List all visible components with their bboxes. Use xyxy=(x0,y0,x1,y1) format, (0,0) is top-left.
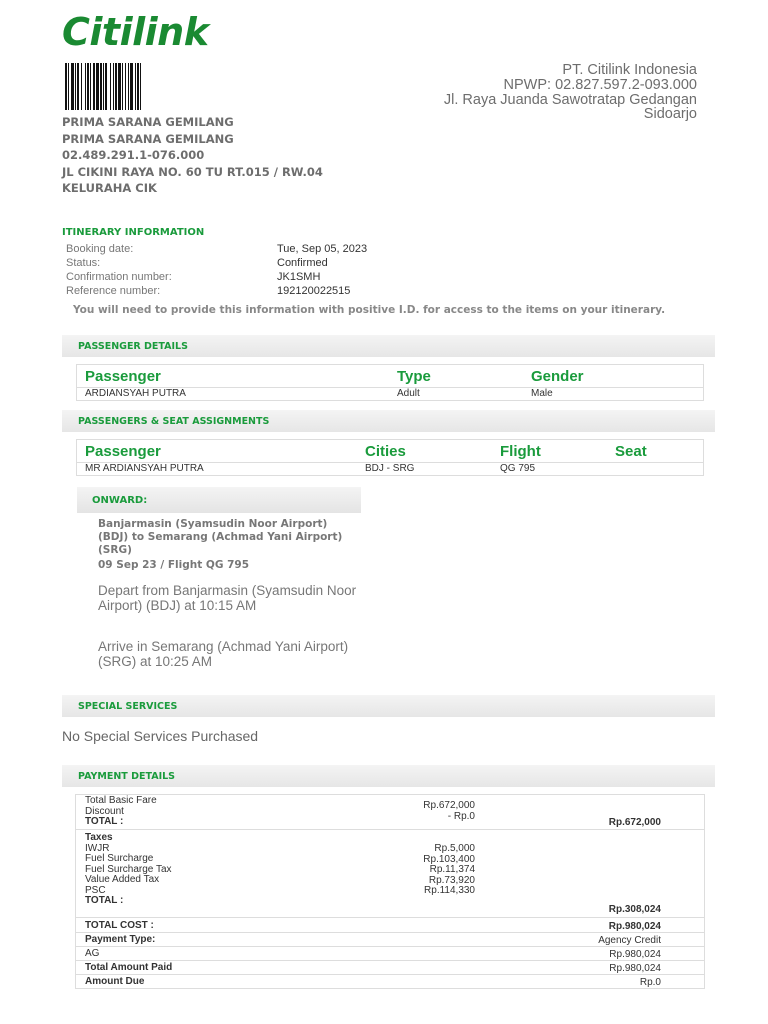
barcode xyxy=(65,63,175,110)
column-header-type: Type xyxy=(397,368,431,385)
amount-due-value: Rp.0 xyxy=(639,977,661,988)
seat-assignments-table xyxy=(76,439,704,476)
column-header-passenger: Passenger xyxy=(85,368,161,385)
status-value: Confirmed xyxy=(277,257,328,269)
fare-total-label: TOTAL : xyxy=(85,816,124,827)
fuel-surcharge-tax-amount: Rp.11,374 xyxy=(429,864,475,875)
passenger-details-header xyxy=(62,335,715,357)
onward-header xyxy=(77,487,361,513)
confirmation-number-label: Confirmation number: xyxy=(66,271,172,283)
iwjr-label: IWJR xyxy=(85,842,110,854)
buyer-district: KELURAHA CIK xyxy=(62,181,157,196)
seat-flight: QG 795 xyxy=(500,463,536,474)
fuel-surcharge-amount: Rp.103,400 xyxy=(423,853,475,865)
total-paid-label: Total Amount Paid xyxy=(85,962,173,973)
column-header-flight: Flight xyxy=(500,443,541,460)
taxes-label: Taxes xyxy=(85,832,113,843)
column-header-passenger: Passenger xyxy=(85,443,161,460)
vendor-address xyxy=(444,63,697,122)
payment-table xyxy=(75,794,705,989)
payment-type-value: Agency Credit xyxy=(598,935,661,946)
tax-total-amount: Rp.308,024 xyxy=(608,904,661,915)
discount-amount: - Rp.0 xyxy=(447,810,475,822)
special-services-header xyxy=(62,695,715,717)
amount-due-label: Amount Due xyxy=(85,976,145,987)
total-paid-amount: Rp.980,024 xyxy=(609,963,661,974)
tax-labels xyxy=(85,833,172,907)
reference-number-value: 192120022515 xyxy=(277,285,351,297)
tax-total-label: TOTAL : xyxy=(85,895,124,906)
buyer-name-2: PRIMA SARANA GEMILANG xyxy=(62,131,234,146)
table-row xyxy=(77,388,703,400)
total-cost-label: TOTAL COST : xyxy=(85,920,154,931)
passenger-name: ARDIANSYAH PUTRA xyxy=(85,388,186,399)
passenger-gender: Male xyxy=(531,388,553,399)
booking-date-value: Tue, Sep 05, 2023 xyxy=(277,243,368,255)
vat-label: Value Added Tax xyxy=(85,874,160,885)
column-header-seat: Seat xyxy=(615,443,647,460)
citilink-logo: Citilink xyxy=(62,10,209,54)
barcode-bar xyxy=(141,63,143,110)
status-label: Status: xyxy=(66,257,101,269)
fuel-surcharge-tax-label: Fuel Surcharge Tax xyxy=(85,863,172,875)
basic-fare-label: Total Basic Fare xyxy=(85,795,157,806)
buyer-name: PRIMA SARANA GEMILANG xyxy=(62,115,234,129)
vat-amount: Rp.73,920 xyxy=(428,874,475,886)
table-row xyxy=(77,463,703,475)
basic-fare-amount: Rp.672,000 xyxy=(423,800,475,811)
passenger-details-title: PASSENGER DETAILS xyxy=(78,340,188,352)
psc-amount: Rp.114,330 xyxy=(424,885,475,896)
vendor-name: PT. Citilink Indonesia xyxy=(562,62,697,78)
ag-label: AG xyxy=(85,948,100,959)
seat-passenger-name: MR ARDIANSYAH PUTRA xyxy=(85,463,204,474)
buyer-address xyxy=(62,114,323,197)
iwjr-amount: Rp.5,000 xyxy=(434,843,475,854)
id-notice: You will need to provide this information with positive I.D. for access to the items on your itinerary. xyxy=(73,304,666,316)
itinerary-values xyxy=(277,242,367,298)
arrive-info: Arrive in Semarang (Achmad Yani Airport) (SRG) at 10:25 AM xyxy=(98,639,349,669)
itinerary-labels xyxy=(66,242,172,298)
divider xyxy=(76,974,704,975)
special-services-title: SPECIAL SERVICES xyxy=(78,700,178,712)
buyer-tax-id: 02.489.291.1-076.000 xyxy=(62,148,205,163)
total-cost-amount: Rp.980,024 xyxy=(608,921,661,932)
onward-date-flight: 09 Sep 23 / Flight QG 795 xyxy=(98,559,250,571)
vendor-tax-id: NPWP: 02.827.597.2-093.000 xyxy=(503,76,697,93)
onward-route: Banjarmasin (Syamsudin Noor Airport) (BDJ) to Semarang (Achmad Yani Airport) (SRG) xyxy=(98,518,343,556)
seat-cities: BDJ - SRG xyxy=(365,463,415,474)
vendor-street: Jl. Raya Juanda Sawotratap Gedangan xyxy=(443,91,697,108)
ag-amount: Rp.980,024 xyxy=(609,949,661,960)
fare-labels xyxy=(85,796,157,828)
divider xyxy=(76,917,704,918)
table-header xyxy=(77,365,703,388)
payment-details-title: PAYMENT DETAILS xyxy=(78,770,175,782)
reference-number-label: Reference number: xyxy=(66,285,161,297)
onward-title: ONWARD: xyxy=(92,494,148,506)
seat-assignments-title: PASSENGERS & SEAT ASSIGNMENTS xyxy=(78,415,270,427)
buyer-street: JL CIKINI RAYA NO. 60 TU RT.015 / RW.04 xyxy=(62,164,323,179)
vendor-city: Sidoarjo xyxy=(643,106,697,123)
fare-total-amount: Rp.672,000 xyxy=(608,817,661,828)
tax-amounts xyxy=(423,844,475,897)
payment-type-label: Payment Type: xyxy=(85,934,156,945)
divider xyxy=(76,946,704,947)
passenger-details-table xyxy=(76,364,704,401)
depart-info: Depart from Banjarmasin (Syamsudin Noor Airport) (BDJ) at 10:15 AM xyxy=(98,583,357,613)
fare-amounts xyxy=(423,801,475,822)
column-header-cities: Cities xyxy=(365,443,406,460)
discount-label: Discount xyxy=(85,805,124,817)
seat-assignments-header xyxy=(62,410,715,432)
booking-date-label: Booking date: xyxy=(66,243,134,255)
column-header-gender: Gender xyxy=(531,368,584,385)
psc-label: PSC xyxy=(85,884,106,896)
divider xyxy=(76,932,704,933)
divider xyxy=(76,960,704,961)
fuel-surcharge-label: Fuel Surcharge xyxy=(85,853,154,864)
payment-details-header xyxy=(62,765,715,787)
passenger-type: Adult xyxy=(397,388,420,399)
divider xyxy=(76,829,704,830)
special-services-text: No Special Services Purchased xyxy=(62,728,259,744)
itinerary-title: ITINERARY INFORMATION xyxy=(62,227,205,238)
table-header xyxy=(77,440,703,463)
confirmation-number-value: JK1SMH xyxy=(277,271,321,283)
